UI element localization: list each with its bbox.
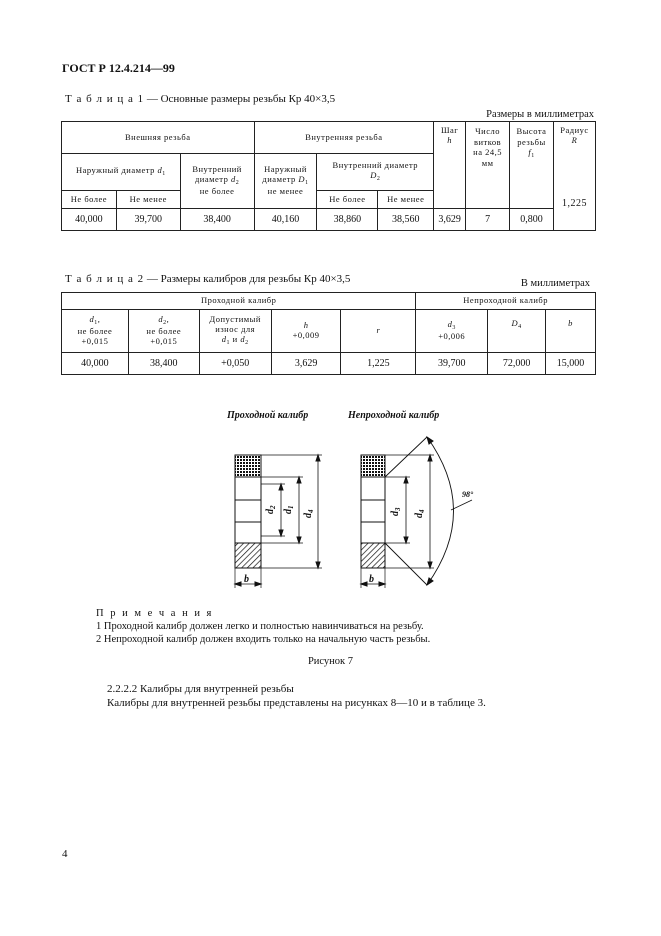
table-cell: 38,400 xyxy=(128,353,199,375)
table-cell: 38,560 xyxy=(378,209,434,231)
th-b-symbol: b xyxy=(568,318,573,328)
th-max-1: Не более xyxy=(62,191,117,209)
th-int-outer-symbol: D xyxy=(298,174,306,185)
table-cell: 3,629 xyxy=(434,209,466,231)
th-int-inner-symbol: D xyxy=(370,169,377,180)
th-ext-inner-tail: не более xyxy=(199,185,235,196)
document-header: ГОСТ Р 12.4.214—99 xyxy=(62,61,175,75)
th-int-inner-sub: 2 xyxy=(376,175,381,182)
table-cell: 0,800 xyxy=(510,209,554,231)
th-wear-sub1: 1 xyxy=(226,339,231,346)
table-cell: 72,000 xyxy=(488,353,546,375)
th-int-outer-label: Наружный диаметр xyxy=(262,164,307,185)
section-text: Калибры для внутренней резьбы представлены на рисунках 8—10 и в таблице 3. xyxy=(107,697,486,709)
th-ext-inner-sub: 2 xyxy=(235,180,240,187)
th-ext-outer-symbol: d xyxy=(157,165,163,176)
th-ext-inner-symbol: d xyxy=(230,174,236,185)
th-ext-inner-label: Внутренний диаметр xyxy=(192,164,242,185)
notes xyxy=(96,607,430,646)
th-r-symbol: r xyxy=(376,325,381,336)
notes-title: П р и м е ч а н и я xyxy=(96,608,214,619)
note-item: 1 Проходной калибр должен легко и полностью навинчиваться на резьбу. xyxy=(96,621,424,632)
th-thread-height-label: Высота резьбы xyxy=(516,126,547,147)
th-d2-symbol: d xyxy=(158,314,164,325)
section-heading: 2.2.2.2 Калибры для внутренней резьбы xyxy=(107,683,294,695)
th-pitch-symbol: h xyxy=(447,134,452,145)
th-ext-outer-sub: 1 xyxy=(162,171,166,178)
go-d2-label: $d_2$ xyxy=(265,505,277,514)
table1-units: Размеры в миллиметрах xyxy=(486,109,594,120)
table-cell: 40,000 xyxy=(62,353,129,375)
th-h-symbol: h xyxy=(303,320,309,331)
table-cell: 39,700 xyxy=(116,209,180,231)
th-wear-sym2: d xyxy=(240,333,246,344)
nogo-b-label: b xyxy=(369,574,374,585)
th-wear-sub2: 2 xyxy=(245,339,249,346)
th-d1: $d_1$, не более +0,015 xyxy=(62,310,129,353)
th-internal-thread: Внутренняя резьба xyxy=(254,122,434,154)
table-cell: 3,629 xyxy=(271,353,341,375)
th-d1-sub: 1 xyxy=(94,320,98,327)
th-d3-sub: 3 xyxy=(452,325,456,332)
figure-caption: Рисунок 7 xyxy=(307,656,354,667)
th-int-inner-label: Внутренний диаметр xyxy=(332,160,419,171)
table-cell: 38,860 xyxy=(317,209,378,231)
page-number: 4 xyxy=(62,848,68,860)
go-d1-label: $d_1$ xyxy=(283,505,295,514)
th-max-2: Не более xyxy=(317,191,378,209)
th-h-l2: +0,009 xyxy=(292,330,320,340)
th-go-gauge: Проходной калибр xyxy=(62,293,416,310)
th-radius-label: Радиус xyxy=(560,125,589,135)
note-item: 2 Непроходной калибр должен входить только на начальную часть резьбы. xyxy=(96,634,431,645)
nogo-angle-label: 98° xyxy=(462,490,474,499)
th-ext-outer-label: Наружный диаметр xyxy=(75,165,155,176)
th-int-outer-sub: 1 xyxy=(305,180,309,187)
th-d3-symbol: d xyxy=(447,319,453,330)
go-b-label: b xyxy=(244,574,249,585)
th-d1-symbol: d xyxy=(89,314,95,325)
th-d3-l2: +0,006 xyxy=(438,331,466,342)
th-d2: $d_2$, не более +0,015 xyxy=(128,310,199,353)
th-thread-height-sub: 1 xyxy=(531,153,535,160)
th-d2-l1: не более xyxy=(146,326,182,337)
table2-caption-label: Т а б л и ц а 2 xyxy=(65,273,145,285)
th-d2-sub: 2 xyxy=(163,320,167,327)
table-cell: 1,225 xyxy=(341,353,416,375)
table-cell: 39,700 xyxy=(416,353,488,375)
nogo-d3-label: $d_3$ xyxy=(390,507,402,516)
nogo-gauge-title: Непроходной калибр xyxy=(348,410,440,421)
table-cell: 7 xyxy=(466,209,510,231)
th-wear-l1: Допустимый xyxy=(209,314,261,325)
th-wear-sym1: d xyxy=(221,333,227,344)
th-radius-symbol: R xyxy=(571,134,578,145)
table-cell: 38,400 xyxy=(180,209,254,231)
th-d1-l2: +0,015 xyxy=(81,335,109,346)
th-wear-and: и xyxy=(232,333,238,344)
table2-units: В миллиметрах xyxy=(520,278,590,289)
th-turns: Число витков на 24,5 мм xyxy=(466,122,510,209)
table-cell: 40,000 xyxy=(62,209,117,231)
th-nogo-gauge: Непроходной калибр xyxy=(416,293,596,310)
nogo-gauge-section xyxy=(361,437,472,588)
table-cell: +0,050 xyxy=(199,353,271,375)
th-thread-height-symbol: f xyxy=(528,147,532,158)
th-d1-l1: не более xyxy=(77,326,113,337)
th-wear-l2: износ для xyxy=(215,324,256,335)
table1-caption-label: Т а б л и ц а 1 xyxy=(65,93,145,105)
table2-caption-text: — Размеры калибров для резьбы Кр 40×3,5 xyxy=(144,273,351,285)
th-pitch-label: Шаг xyxy=(440,125,459,135)
go-gauge-section xyxy=(235,455,322,588)
cell-radius: 1,225 xyxy=(561,197,587,209)
nogo-d4-label: $d_4$ xyxy=(414,509,426,518)
go-gauge-title: Проходной калибр xyxy=(227,410,309,421)
table1-caption-text: — Основные размеры резьбы Кр 40×3,5 xyxy=(144,93,336,105)
th-D4-sub: 4 xyxy=(518,324,522,330)
th-min-2: Не менее xyxy=(378,191,434,209)
th-d2-l2: +0,015 xyxy=(150,335,178,346)
go-d4-label: $d_4$ xyxy=(303,509,315,518)
th-min-1: Не менее xyxy=(116,191,180,209)
table-cell: 40,160 xyxy=(254,209,317,231)
th-int-outer-tail: не менее xyxy=(267,185,304,196)
th-D4-symbol: D xyxy=(511,318,519,328)
table-cell: 15,000 xyxy=(546,353,596,375)
th-external-thread: Внешняя резьба xyxy=(62,122,255,154)
